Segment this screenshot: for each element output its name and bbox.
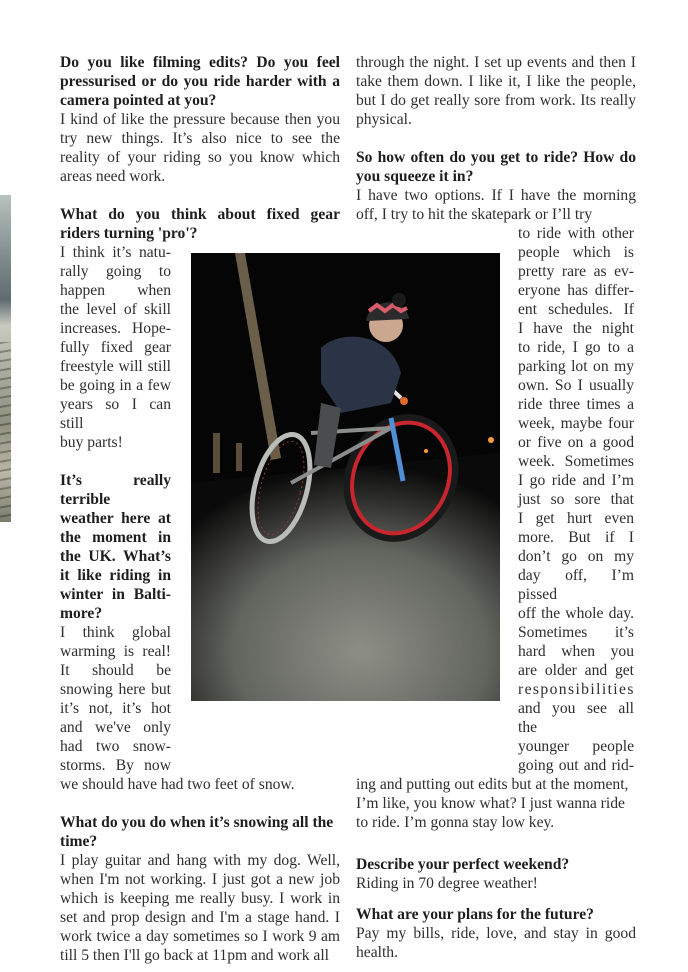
text-line: just so sore that xyxy=(518,491,634,508)
text-line: years so I can still xyxy=(60,396,171,432)
text-line: It should be xyxy=(60,662,171,679)
text-line: are older and get xyxy=(518,662,634,679)
text-line: own. So I usually xyxy=(518,377,634,394)
text-line: happen when xyxy=(60,282,171,299)
text-line: rally going to xyxy=(60,263,171,280)
text-line: fully fixed gear xyxy=(60,339,171,356)
text-line: and we've only xyxy=(60,719,171,736)
text-line: freestyle will still xyxy=(60,358,171,375)
text-line: parking lot on my xyxy=(518,358,634,375)
question-fixed-gear-pro: What do you think about fixed gear riders turning 'pro'? xyxy=(60,206,340,242)
text-line: storms. By now xyxy=(60,757,171,774)
text-line: it’s not, it’s hot xyxy=(60,700,171,717)
text-line: ent schedules. If xyxy=(518,301,634,318)
text-line: or five on a good xyxy=(518,434,634,451)
question-snowing: What do you do when it’s snowing all the time? xyxy=(60,814,334,850)
question-perfect-weekend: Describe your perfect weekend? xyxy=(356,856,570,873)
text-line: more? xyxy=(60,605,103,622)
text-line: week, maybe four xyxy=(518,415,634,432)
text-line: eryone has differ- xyxy=(518,282,634,299)
text-line: I think it’s natu- xyxy=(60,244,171,261)
text-line: had two snow- xyxy=(60,738,171,755)
text-line: weather here at xyxy=(60,510,171,527)
question-future-plans: What are your plans for the future? xyxy=(356,906,594,923)
text-line: don’t go on my xyxy=(518,548,634,565)
answer-how-often-wrapped xyxy=(518,224,634,775)
text-line: going out and rid- xyxy=(518,757,634,774)
distant-light xyxy=(424,449,428,453)
text-line: the moment in xyxy=(60,529,171,546)
text-line: off the whole day. xyxy=(518,605,634,622)
text-line: winter in Balti- xyxy=(60,586,171,603)
text-line: increases. Hope- xyxy=(60,320,171,337)
text-line: week. Sometimes xyxy=(518,453,634,470)
answer-filming-edits: I kind of like the pressure because then you try new things. It’s also nice to see the reality of your riding so you know which areas need work. xyxy=(60,111,340,185)
text-line: younger people xyxy=(518,738,634,755)
text-line: to ride with other xyxy=(518,225,634,242)
answer-future-plans: Pay my bills, ride, love, and stay in good health. xyxy=(356,925,636,961)
text-line: Sometimes it’s xyxy=(518,624,634,641)
text-line: the level of skill xyxy=(60,301,171,318)
answer-how-often-head: I have two options. If I have the morning off, I try to hit the skatepark or I’ll try xyxy=(356,187,636,223)
text-line: ride three times a xyxy=(518,396,634,413)
text-line: responsibilities xyxy=(518,681,635,698)
text-line: warming is real! xyxy=(60,643,171,660)
bollard xyxy=(236,443,242,471)
text-line: and you see all the xyxy=(518,700,634,736)
text-line: hard when you xyxy=(518,643,634,660)
answer-weather-tail: we should have had two feet of snow. xyxy=(60,776,295,793)
text-line: people which is xyxy=(518,244,634,261)
answer-how-often-tail: ing and putting out edits but at the moment, I’m like, you know what? I just wanna ride to ride. I’m gonna stay low key. xyxy=(356,776,629,831)
question-how-often: So how often do you get to ride? How do you squeeze it in? xyxy=(356,149,636,185)
text-line: the UK. What’s xyxy=(60,548,171,565)
answer-snowing-continued: through the night. I set up events and then I take them down. I like it, I like the people, but I do get really sore from work. Its really physical. xyxy=(356,54,636,128)
text-line: It’s really terrible xyxy=(60,472,171,508)
distant-light xyxy=(488,437,494,443)
bollard xyxy=(213,433,220,473)
grip xyxy=(400,397,408,405)
text-line: be going in a few xyxy=(60,377,171,394)
text-line: more. But if I xyxy=(518,529,634,546)
adjacent-page-photo-edge xyxy=(0,195,11,522)
text-line: I think global xyxy=(60,624,171,641)
text-line: I have the night xyxy=(518,320,634,337)
question-filming-edits: Do you like filming edits? Do you feel pressurised or do you ride harder with a camera pointed at you? xyxy=(60,54,340,109)
text-line: snowing here but xyxy=(60,681,171,698)
beanie-pompom xyxy=(392,293,406,307)
text-line: I get hurt even xyxy=(518,510,634,527)
text-line: it like riding in xyxy=(60,567,171,584)
answer-weather xyxy=(60,623,171,775)
text-line: to ride, I go to a xyxy=(518,339,634,356)
text-line: buy parts! xyxy=(60,434,123,451)
text-line: pretty rare as ev- xyxy=(518,263,634,280)
answer-snowing: I play guitar and hang with my dog. Well, when I'm not working. I just got a new job which is keeping me really busy. I work in set and prop design and I'm a stage hand. I work twice a day sometimes so I work 9 am till 5 then I'll go back at 11pm and work all xyxy=(60,852,340,964)
text-line: day off, I’m pissed xyxy=(518,567,634,603)
question-weather xyxy=(60,471,171,623)
answer-fixed-gear-pro xyxy=(60,243,171,452)
text-line: I go ride and I’m xyxy=(518,472,634,489)
answer-perfect-weekend: Riding in 70 degree weather! xyxy=(356,875,538,892)
rider-photo-illustration xyxy=(191,253,500,701)
rider-photo xyxy=(191,253,500,701)
